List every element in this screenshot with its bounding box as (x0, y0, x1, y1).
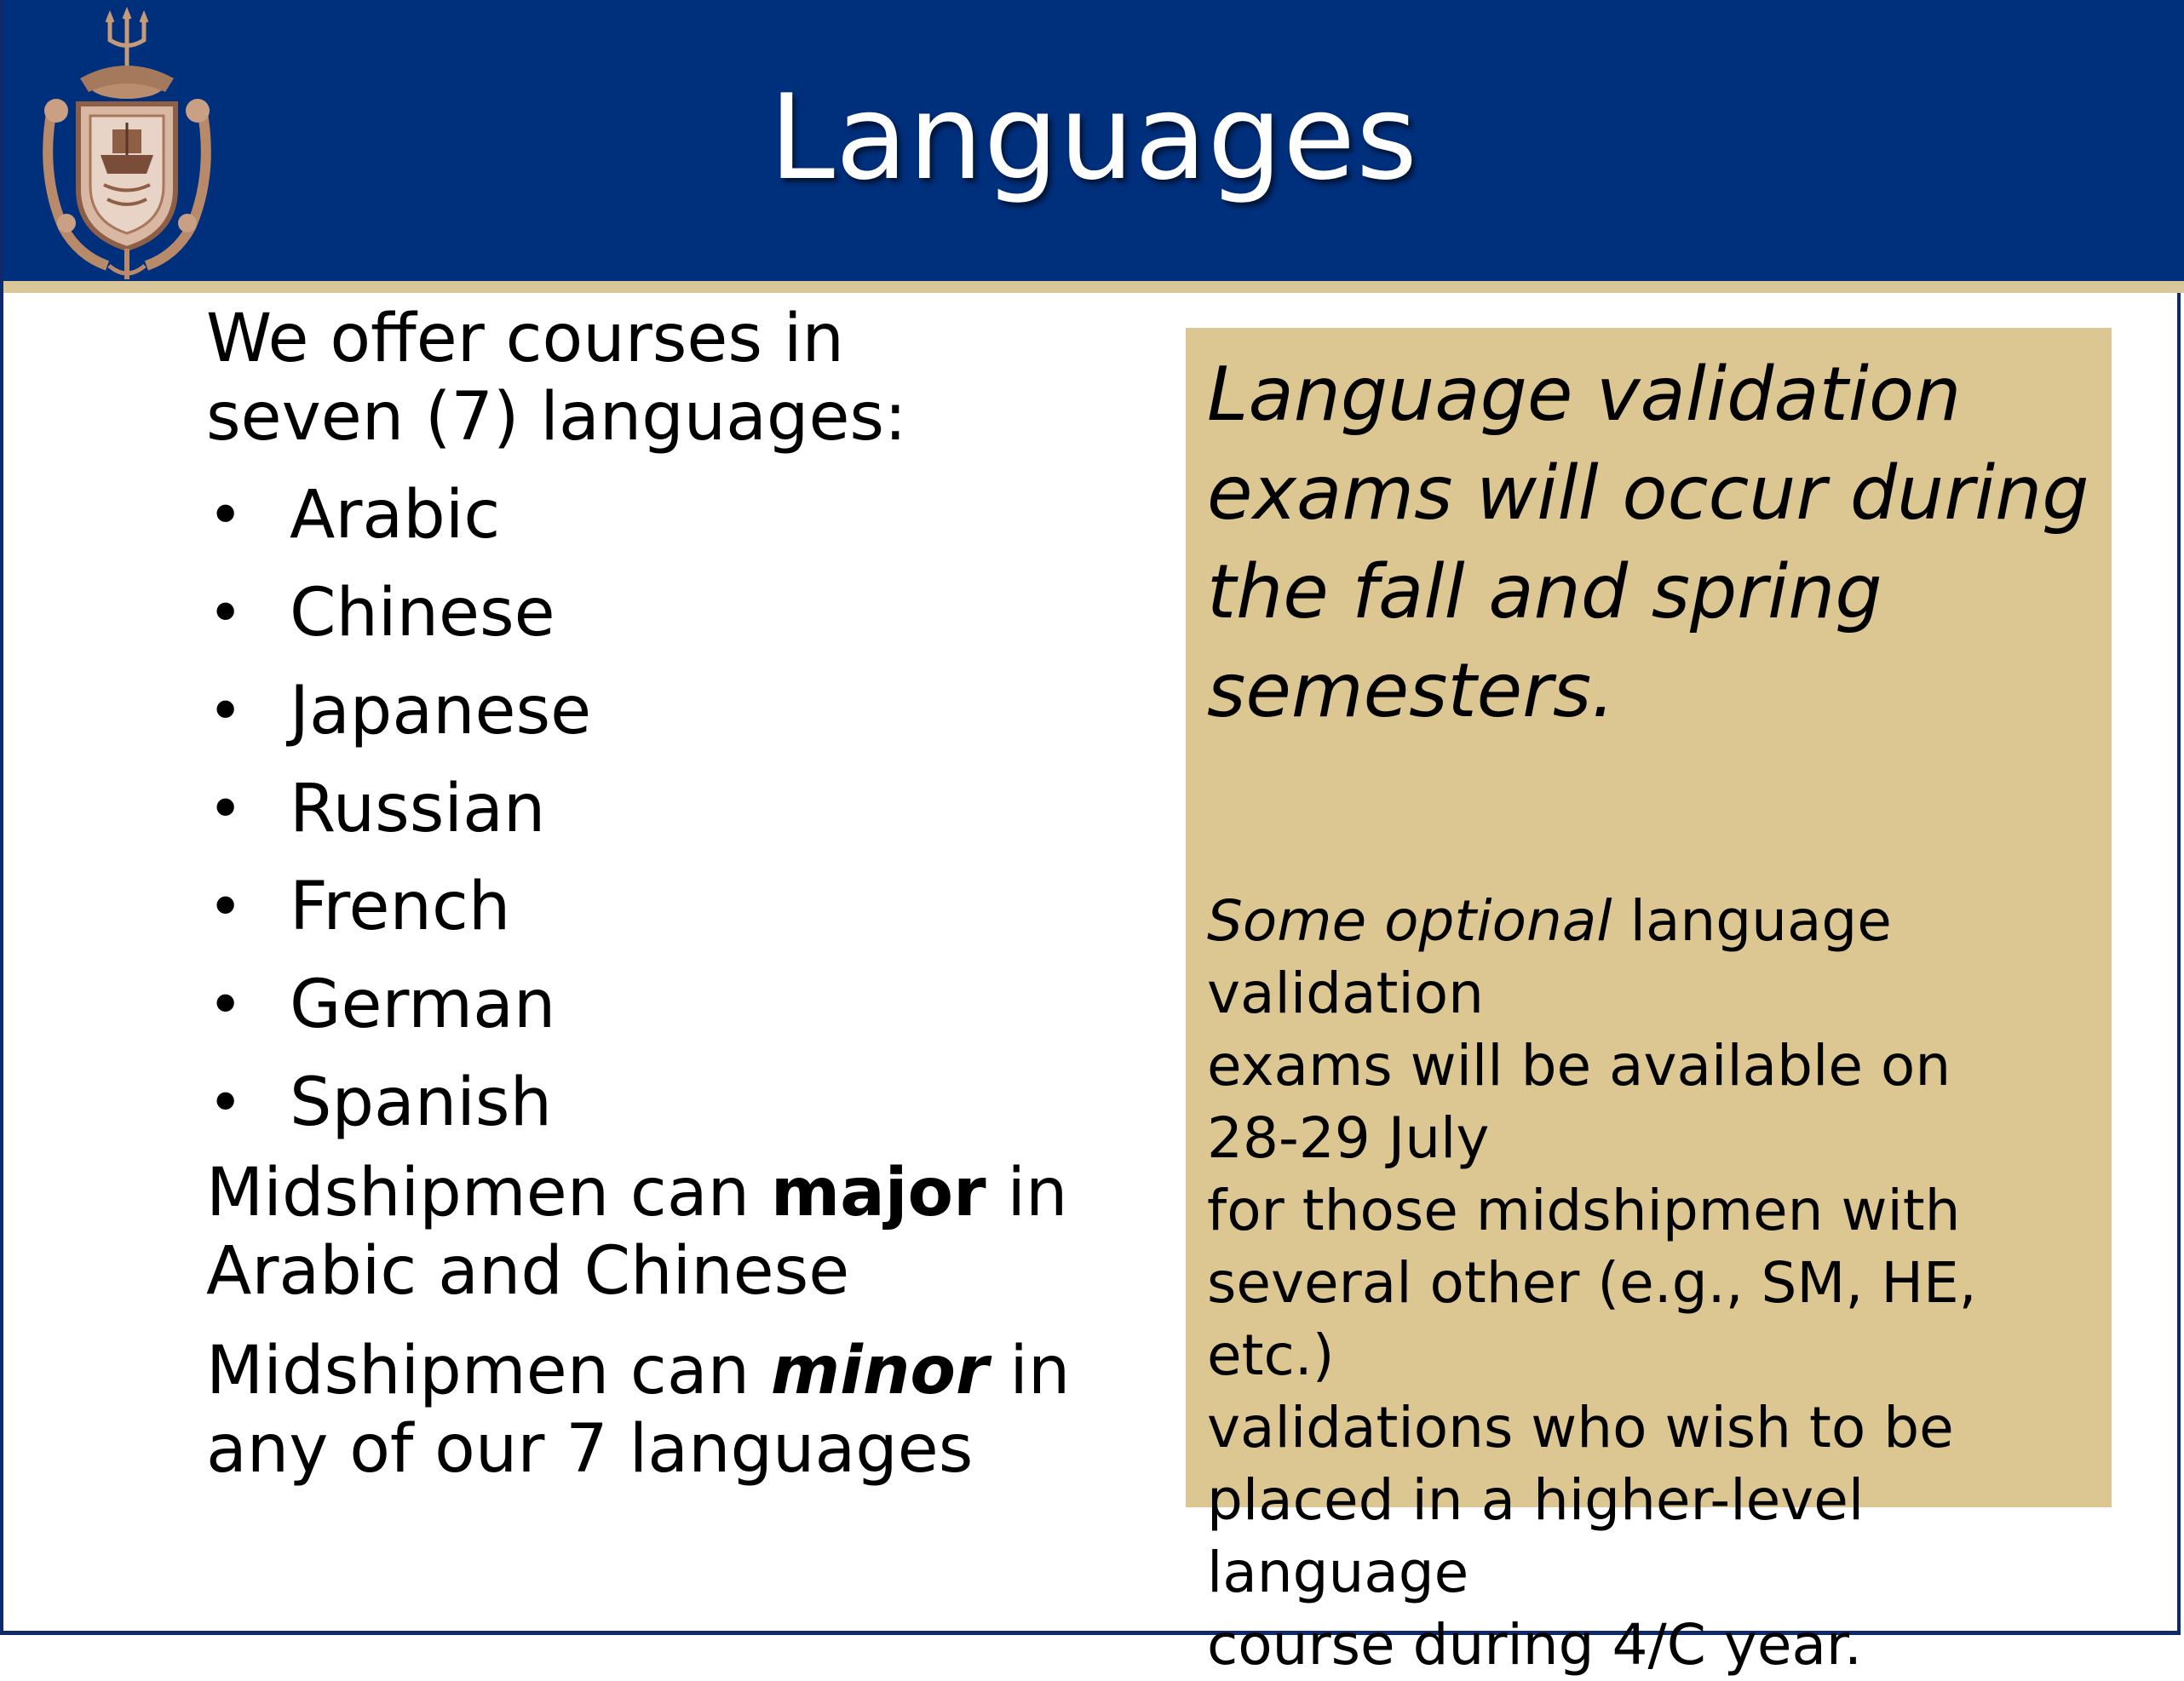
list-item (206, 565, 1109, 663)
body-line: 28-29 July (1207, 1105, 1490, 1171)
list-item (206, 663, 1109, 760)
major-paragraph (206, 1154, 1109, 1311)
bullet-icon: • (208, 578, 244, 648)
bullet-icon: • (208, 872, 244, 942)
intro-line-2: seven (7) languages: (206, 379, 907, 456)
minor-emphasis: minor (770, 1333, 989, 1409)
header-bar (3, 0, 2184, 281)
minor-paragraph (206, 1332, 1109, 1489)
list-item (206, 760, 1109, 858)
validation-callout-box (1186, 328, 2112, 1678)
lead-line: the fall and spring (1207, 548, 1882, 635)
lead-line: exams will occur during (1207, 450, 2089, 536)
bullet-icon: • (208, 676, 244, 746)
bullet-icon: • (208, 970, 244, 1040)
major-emphasis: major (770, 1155, 986, 1231)
page-title: Languages (769, 69, 1418, 206)
optional-emphasis: Some optional (1207, 888, 1612, 954)
major-pre: Midshipmen can (206, 1155, 771, 1231)
major-post: in (986, 1155, 1068, 1231)
major-line-2: Arabic and Chinese (206, 1233, 850, 1310)
body-line: exams will be available on (1207, 1033, 1951, 1099)
optional-rest: language validation (1207, 888, 1892, 1026)
language-name: German (290, 967, 556, 1043)
optional-line-1 (1207, 885, 2095, 1030)
body-line: for those midshipmen with (1207, 1178, 1961, 1243)
bullet-icon: • (208, 480, 244, 550)
minor-post: in (988, 1333, 1071, 1409)
list-item (206, 1054, 1109, 1152)
body-line: validations who wish to be (1207, 1395, 1954, 1460)
validation-lead-text (1207, 345, 2095, 740)
body-line: placed in a higher-level language (1207, 1467, 1865, 1605)
language-name: Chinese (290, 575, 555, 651)
language-name: French (290, 869, 511, 945)
list-item (206, 467, 1109, 565)
lead-line: Language validation (1207, 351, 1962, 438)
bullet-icon: • (208, 774, 244, 844)
language-list (206, 467, 1109, 1152)
body-line: course during 4/C year. (1207, 1612, 1862, 1678)
body-line: several other (e.g., SM, HE, etc.) (1207, 1250, 1977, 1388)
minor-pre: Midshipmen can (206, 1333, 771, 1409)
language-name: Arabic (290, 477, 501, 554)
header-divider (3, 281, 2184, 293)
language-name: Japanese (290, 673, 592, 749)
list-item (206, 956, 1109, 1054)
language-name: Russian (290, 771, 546, 847)
language-name: Spanish (290, 1064, 553, 1141)
list-item (206, 858, 1109, 956)
intro-line-1: We offer courses in (206, 301, 844, 377)
bullet-icon: • (208, 1068, 244, 1138)
minor-line-2: any of our 7 languages (206, 1411, 974, 1488)
optional-exam-text (1207, 885, 2095, 1681)
intro-text (206, 300, 1109, 456)
left-content (206, 300, 1109, 1489)
lead-line: semesters. (1207, 647, 1615, 734)
